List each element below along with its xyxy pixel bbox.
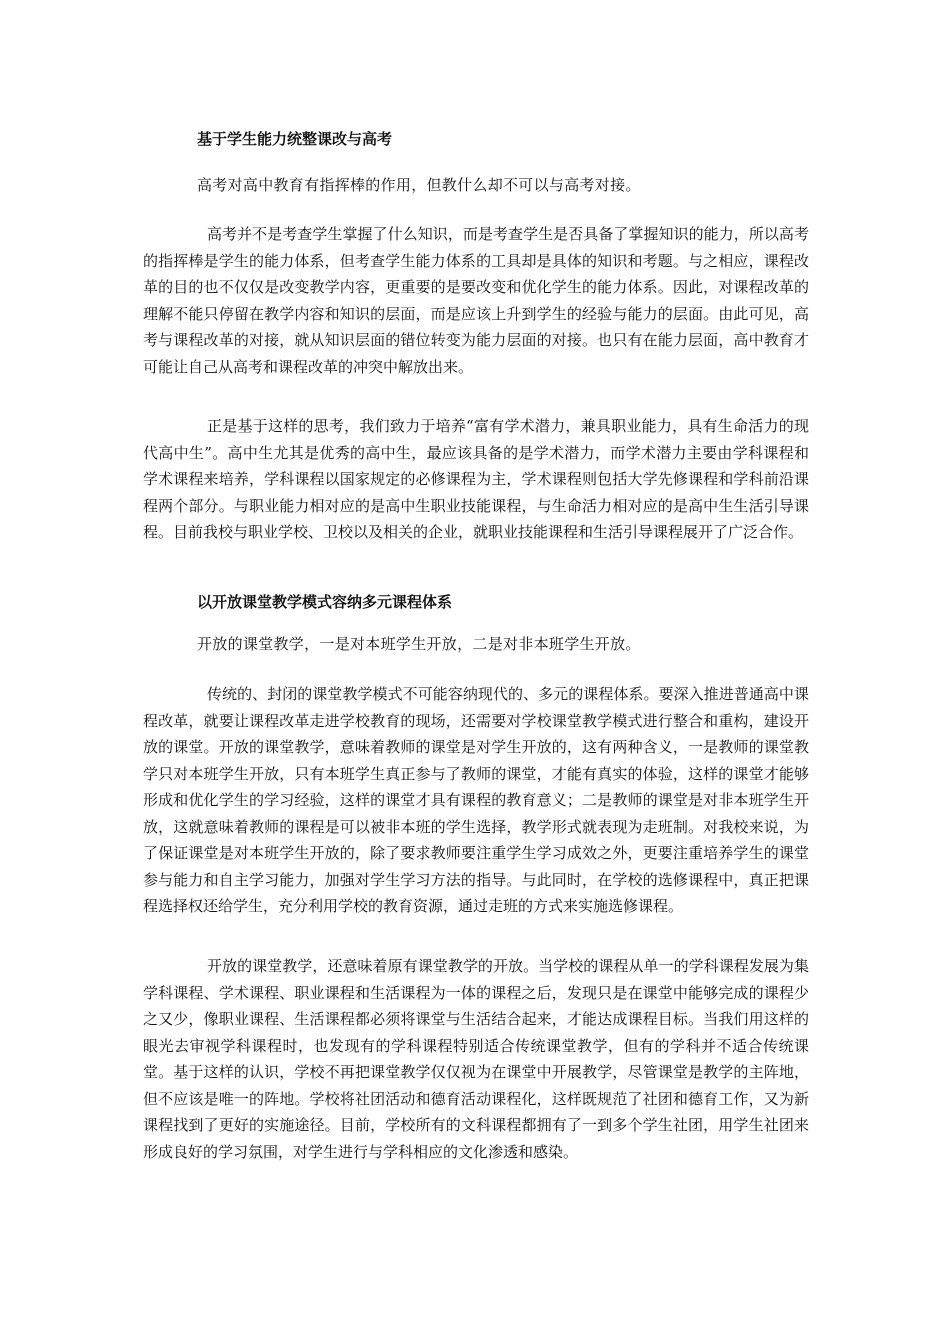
section-1-subtitle: 高考对高中教育有指挥棒的作用，但教什么却不可以与高考对接。: [197, 176, 641, 194]
section-1-heading: 基于学生能力统整课改与高考: [197, 130, 393, 148]
section-1-paragraph-1: 高考并不是考查学生掌握了什么知识，而是考查学生是否具备了掌握知识的能力，所以高考的指挥棒是学生的能力体系，但考查学生能力体系的工具却是具体的知识和考题。与之相应，课程改革的目的也不仅仅是改变教学内容，更重要的是要改变和优化学生的能力体系。因此，对课程改革的理解不能只停留在教学内容和知识的层面，而是应该上升到学生的经验与能力的层面。由此可见，高考与课程改革的对接，就从知识层面的错位转变为能力层面的对接。也只有在能力层面，高中教育才可能让自己从高考和课程改革的冲突中解放出来。: [143, 225, 809, 376]
section-2-paragraph-2: 开放的课堂教学，还意味着原有课堂教学的开放。当学校的课程从单一的学科课程发展为集学科课程、学术课程、职业课程和生活课程为一体的课程之后，发现只是在课堂中能够完成的课程少之又少，像职业课程、生活课程都必须将课堂与生活结合起来，才能达成课程目标。当我们用这样的眼光去审视学科课程时，也发现有的学科课程特别适合传统课堂教学，但有的学科并不适合传统课堂。基于这样的认识，学校不再把课堂教学仅仅视为在课堂中开展教学，尽管课堂是教学的主阵地，但不应该是唯一的阵地。学校将社团活动和德育活动课程化，这样既规范了社团和德育工作，又为新课程找到了更好的实施途径。目前，学校所有的文科课程都拥有了一到多个学生社团，用学生社团来形成良好的学习氛围，对学生进行与学科相应的文化渗透和感染。: [143, 957, 809, 1161]
section-2-heading: 以开放课堂教学模式容纳多元课程体系: [197, 593, 453, 611]
section-2-paragraph-1: 传统的、封闭的课堂教学模式不可能容纳现代的、多元的课程体系。要深入推进普通高中课程改革，就要让课程改革走进学校教育的现场，还需要对学校课堂教学模式进行整合和重构，建设开放的课堂。开放的课堂教学，意味着教师的课堂是对学生开放的，这有两种含义，一是教师的课堂教学只对本班学生开放，只有本班学生真正参与了教师的课堂，才能有真实的体验，这样的课堂才能够形成和优化学生的学习经验，这样的课堂才具有课程的教育意义；二是教师的课堂是对非本班学生开放，这就意味着教师的课程是可以被非本班的学生选择，教学形式就表现为走班制。对我校来说，为了保证课堂是对本班学生开放的，除了要求教师要注重学生学习成效之外，更要注重培养学生的课堂参与能力和自主学习能力，加强对学生学习方法的指导。与此同时，在学校的选修课程中，真正把课程选择权还给学生，充分利用学校的教育资源，通过走班的方式来实施选修课程。: [143, 685, 809, 915]
section-2-subtitle: 开放的课堂教学，一是对本班学生开放，二是对非本班学生开放。: [197, 635, 641, 653]
section-1-paragraph-2: 正是基于这样的思考，我们致力于培养“富有学术潜力，兼具职业能力，具有生命活力的现代高中生”。高中生尤其是优秀的高中生，最应该具备的是学术潜力，而学术潜力主要由学科课程和学术课程来培养，学科课程以国家规定的必修课程为主，学术课程则包括大学先修课程和学科前沿课程两个部分。与职业能力相对应的是高中生职业技能课程，与生命活力相对应的是高中生生活引导课程。目前我校与职业学校、卫校以及相关的企业，就职业技能课程和生活引导课程展开了广泛合作。: [143, 417, 809, 541]
